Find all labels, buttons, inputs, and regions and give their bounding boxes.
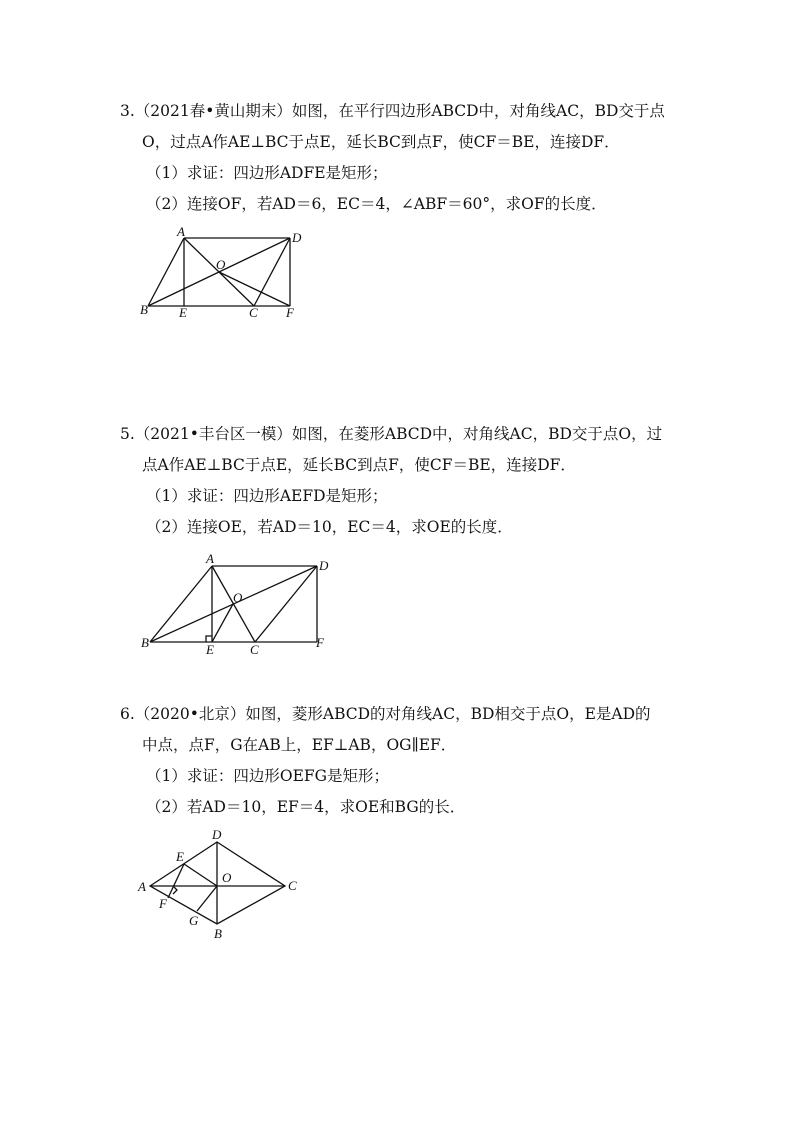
problem-5-part-1: （1）求证：四边形AEFD是矩形； xyxy=(146,487,388,505)
label-B: B xyxy=(140,302,148,317)
label-F: F xyxy=(286,305,294,320)
segment-DC xyxy=(254,238,290,306)
problem-6-line-1: 6.（2020•北京）如图，菱形ABCD的对角线AC，BD相交于点O，E是AD的 xyxy=(120,705,651,723)
right-angle-mark-F xyxy=(173,887,177,894)
label-D: D xyxy=(319,558,329,573)
label-B: B xyxy=(141,635,149,650)
problem-6 xyxy=(120,699,680,823)
label-A: A xyxy=(138,879,146,894)
segment-OE xyxy=(184,864,217,886)
segment-AB xyxy=(148,238,184,306)
problem-5-line-2: 点A作AE⊥BC于点E，延长BC到点F，使CF＝BE，连接DF． xyxy=(142,456,576,474)
problem-3-line-1: 3.（2021春•黄山期末）如图，在平行四边形ABCD中，对角线AC，BD交于点 xyxy=(120,102,665,120)
label-O: O xyxy=(216,257,226,272)
segment-OF xyxy=(219,272,290,306)
label-B: B xyxy=(214,926,222,941)
problem-5-figure xyxy=(132,550,342,660)
problem-5-part-2: （2）连接OE，若AD＝10，EC＝4，求OE的长度． xyxy=(146,518,513,536)
label-F: F xyxy=(159,896,167,911)
segment-DC xyxy=(255,566,317,642)
label-O: O xyxy=(222,870,232,885)
label-O: O xyxy=(233,590,243,605)
problem-6-part-2: （2）若AD＝10，EF＝4，求OE和BG的长． xyxy=(146,798,466,816)
problem-6-figure xyxy=(130,826,310,946)
label-G: G xyxy=(189,913,199,928)
problem-3-line-2: O，过点A作AE⊥BC于点E，延长BC到点F，使CF＝BE，连接DF． xyxy=(142,133,620,151)
label-C: C xyxy=(250,642,259,657)
problem-3 xyxy=(120,96,680,220)
problem-3-part-2: （2）连接OF，若AD＝6，EC＝4，∠ABF＝60°，求OF的长度． xyxy=(146,195,607,213)
problem-6-line-2: 中点，点F，G在AB上，EF⊥AB，OG∥EF． xyxy=(142,736,457,754)
label-E: E xyxy=(206,642,214,657)
problem-5 xyxy=(120,419,680,543)
label-F: F xyxy=(316,635,324,650)
problem-5-line-1: 5.（2021•丰台区一模）如图，在菱形ABCD中，对角线AC，BD交于点O，过 xyxy=(120,425,663,443)
label-C: C xyxy=(288,878,297,893)
label-E: E xyxy=(176,849,184,864)
label-A: A xyxy=(177,224,185,239)
label-D: D xyxy=(292,230,302,245)
problem-3-figure xyxy=(130,224,330,324)
problem-3-part-1: （1）求证：四边形ADFE是矩形； xyxy=(146,164,388,182)
label-E: E xyxy=(179,305,187,320)
label-C: C xyxy=(249,305,258,320)
label-A: A xyxy=(206,551,214,566)
label-D: D xyxy=(212,827,222,842)
segment-AB xyxy=(150,566,212,642)
problem-6-part-1: （1）求证：四边形OEFG是矩形； xyxy=(146,767,390,785)
segment-OG xyxy=(197,886,217,911)
